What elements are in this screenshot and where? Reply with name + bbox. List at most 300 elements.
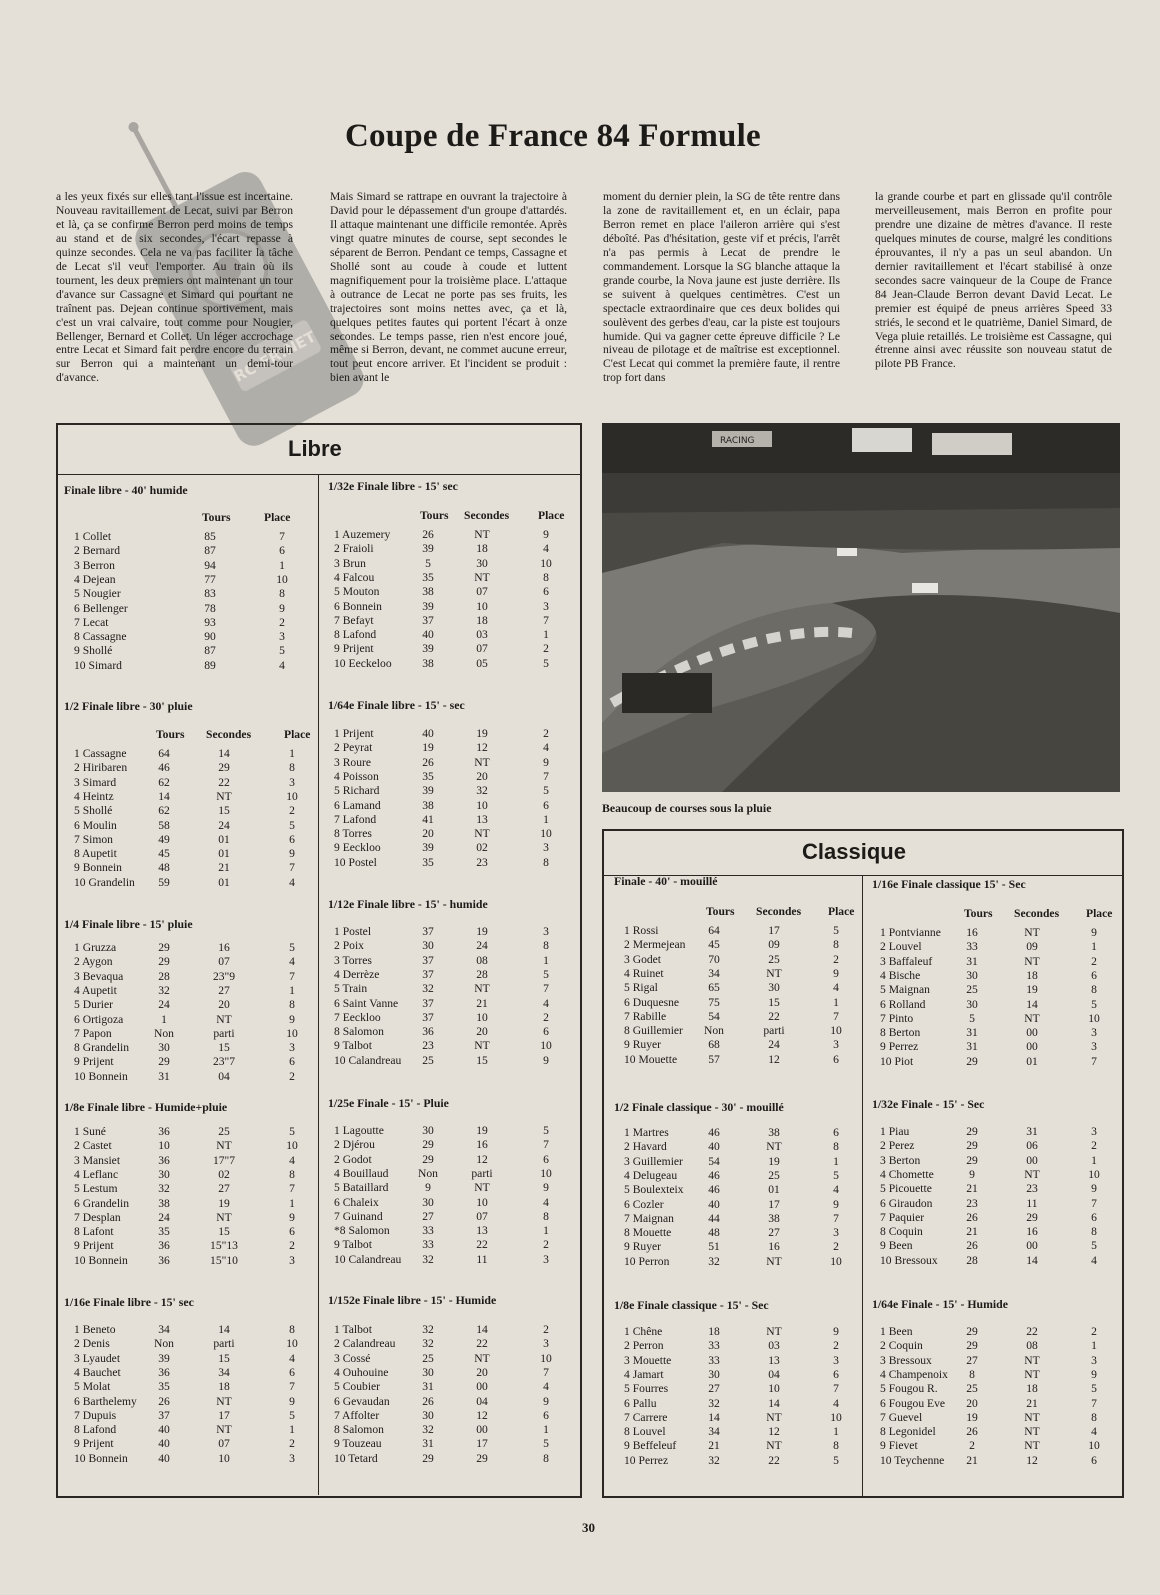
table-title: 1/64e Finale libre - 15' - sec bbox=[328, 698, 465, 712]
article-title: Coupe de France 84 Formule bbox=[345, 118, 761, 154]
result-value: 20 bbox=[476, 769, 488, 783]
result-value: 20 bbox=[476, 1025, 488, 1039]
result-value: 2 bbox=[969, 1439, 975, 1453]
result-value: 32 bbox=[476, 784, 488, 798]
result-value: 00 bbox=[1026, 1153, 1038, 1167]
result-value: 34 bbox=[708, 1425, 720, 1439]
result-value: 26 bbox=[422, 1394, 434, 1408]
result-value: 10 bbox=[1088, 1167, 1100, 1181]
result-value: 26 bbox=[966, 1210, 978, 1224]
result-value: 5 bbox=[279, 644, 285, 658]
result-value: 21 bbox=[966, 1182, 978, 1196]
result-value: 28 bbox=[966, 1253, 978, 1267]
result-value: 31 bbox=[158, 1069, 170, 1083]
result-value: 24 bbox=[476, 939, 488, 953]
result-value: 48 bbox=[708, 1226, 720, 1240]
result-value: 39 bbox=[158, 1351, 170, 1365]
photo-caption: Beaucoup de courses sous la pluie bbox=[602, 801, 772, 815]
result-value: 40 bbox=[158, 1437, 170, 1451]
result-value: 7 bbox=[833, 1211, 839, 1225]
driver-name: 3 Berron bbox=[74, 558, 115, 572]
result-value: 7 bbox=[279, 530, 285, 543]
result-value: 00 bbox=[1026, 1026, 1038, 1040]
result-value: 21 bbox=[708, 1439, 720, 1453]
result-value: 10 bbox=[1088, 1439, 1100, 1453]
driver-name: 10 Grandelin bbox=[74, 875, 135, 889]
driver-name: 1 Pontvianne bbox=[880, 926, 941, 939]
result-value: 07 bbox=[476, 585, 488, 599]
result-value: 12 bbox=[476, 1152, 488, 1166]
driver-name: 1 Chêne bbox=[624, 1325, 663, 1338]
result-value: 36 bbox=[158, 1239, 170, 1253]
result-value: 6 bbox=[1091, 1210, 1097, 1224]
driver-name: *8 Salomon bbox=[334, 1224, 390, 1238]
result-value: 10 bbox=[830, 1254, 842, 1268]
column-header: Secondes bbox=[756, 905, 802, 918]
result-value: 10 bbox=[540, 827, 552, 841]
result-value: 12 bbox=[476, 741, 488, 755]
driver-name: 3 Torres bbox=[334, 953, 372, 967]
result-value: 23 bbox=[476, 855, 488, 869]
result-value: 07 bbox=[476, 1209, 488, 1223]
result-value: NT bbox=[474, 827, 490, 841]
table-title: 1/2 Finale classique - 30' - mouillé bbox=[614, 1100, 784, 1114]
result-value: 5 bbox=[1091, 1239, 1097, 1253]
driver-name: 4 Leflanc bbox=[74, 1167, 119, 1181]
result-value: NT bbox=[1024, 1410, 1040, 1424]
result-value: 3 bbox=[289, 1041, 295, 1055]
result-value: 9 bbox=[425, 1181, 431, 1195]
result-value: 31 bbox=[966, 1040, 978, 1054]
result-value: 13 bbox=[476, 1224, 488, 1238]
table-title: Finale libre - 40' humide bbox=[64, 483, 188, 497]
result-value: 12 bbox=[1026, 1453, 1038, 1467]
result-value: 29 bbox=[158, 955, 170, 969]
driver-name: 8 Lafond bbox=[74, 1423, 117, 1437]
result-value: 23 bbox=[966, 1196, 978, 1210]
classique-column-divider bbox=[862, 875, 863, 1496]
result-value: 5 bbox=[543, 1437, 549, 1451]
result-value: 01 bbox=[1026, 1054, 1038, 1068]
driver-name: 10 Calandreau bbox=[334, 1053, 402, 1067]
column-header: Place bbox=[828, 905, 855, 918]
result-value: 29 bbox=[218, 761, 230, 775]
result-value: 4 bbox=[289, 955, 295, 969]
driver-name: 10 Bonnein bbox=[74, 1253, 128, 1267]
result-value: 4 bbox=[833, 981, 839, 995]
result-value: 19 bbox=[1026, 983, 1038, 997]
driver-name: 10 Perrez bbox=[624, 1453, 669, 1467]
column-header: Place bbox=[538, 509, 565, 522]
result-value: 17 bbox=[218, 1408, 230, 1422]
driver-name: 8 Cassagne bbox=[74, 630, 127, 644]
result-value: NT bbox=[474, 1039, 490, 1053]
result-value: parti bbox=[763, 1024, 785, 1038]
result-value: 35 bbox=[158, 1380, 170, 1394]
driver-name: 4 Derrèze bbox=[334, 967, 380, 981]
driver-name: 2 Peyrat bbox=[334, 741, 373, 755]
driver-name: 1 Postel bbox=[334, 925, 372, 938]
result-value: 17 bbox=[768, 924, 780, 937]
result-value: 10 bbox=[476, 1010, 488, 1024]
driver-name: 9 Bonnein bbox=[74, 861, 122, 875]
result-value: 2 bbox=[1091, 1139, 1097, 1153]
libre-divider bbox=[58, 474, 580, 475]
result-value: 15 bbox=[218, 1351, 230, 1365]
table-title: 1/64e Finale - 15' - Humide bbox=[872, 1297, 1008, 1311]
result-value: 45 bbox=[708, 938, 720, 952]
result-value: NT bbox=[216, 1423, 232, 1437]
result-value: 22 bbox=[1026, 1325, 1038, 1338]
result-value: 9 bbox=[289, 847, 295, 861]
result-value: 13 bbox=[476, 812, 488, 826]
driver-name: 5 Nougier bbox=[74, 587, 121, 601]
result-value: 90 bbox=[204, 630, 216, 644]
result-value: 94 bbox=[204, 558, 216, 572]
result-value: 23"9 bbox=[212, 969, 236, 983]
driver-name: 1 Auzemery bbox=[334, 528, 391, 541]
result-value: 30 bbox=[422, 1408, 434, 1422]
result-value: 21 bbox=[476, 996, 488, 1010]
result-value: 9 bbox=[543, 755, 549, 769]
result-value: NT bbox=[1024, 1367, 1040, 1381]
result-value: 8 bbox=[289, 1323, 295, 1336]
result-value: 17 bbox=[768, 1197, 780, 1211]
driver-name: 4 Chomette bbox=[880, 1167, 934, 1181]
result-value: NT bbox=[216, 1139, 232, 1153]
driver-name: 6 Duquesne bbox=[624, 995, 680, 1009]
result-value: 26 bbox=[422, 528, 434, 541]
result-value: 10 bbox=[286, 789, 298, 803]
result-value: 4 bbox=[289, 1153, 295, 1167]
result-value: 2 bbox=[1091, 954, 1097, 968]
result-value: 25 bbox=[422, 1351, 434, 1365]
result-value: 19 bbox=[768, 1154, 780, 1168]
driver-name: 5 Rigal bbox=[624, 981, 658, 995]
driver-name: 6 Grandelin bbox=[74, 1196, 130, 1210]
result-value: 9 bbox=[543, 1053, 549, 1067]
result-value: NT bbox=[766, 1140, 782, 1154]
column-header: Place bbox=[264, 511, 291, 524]
result-value: 5 bbox=[289, 1125, 295, 1138]
result-value: 7 bbox=[289, 1380, 295, 1394]
driver-name: 8 Salomon bbox=[334, 1025, 384, 1039]
result-value: 36 bbox=[158, 1253, 170, 1267]
result-value: NT bbox=[766, 966, 782, 980]
result-value: 18 bbox=[218, 1380, 230, 1394]
result-value: 7 bbox=[833, 1009, 839, 1023]
table-title: Finale - 40' - mouillé bbox=[614, 874, 718, 888]
result-value: 9 bbox=[543, 528, 549, 541]
result-value: 30 bbox=[708, 1367, 720, 1381]
result-value: 39 bbox=[422, 784, 434, 798]
result-value: 14 bbox=[158, 789, 170, 803]
result-value: 8 bbox=[969, 1367, 975, 1381]
result-value: 12 bbox=[768, 1052, 780, 1066]
result-value: 8 bbox=[289, 761, 295, 775]
result-value: 08 bbox=[476, 953, 488, 967]
result-value: 30 bbox=[768, 981, 780, 995]
driver-name: 7 Dupuis bbox=[74, 1408, 117, 1422]
result-value: 8 bbox=[543, 570, 549, 584]
result-value: 38 bbox=[158, 1196, 170, 1210]
driver-name: 6 Pallu bbox=[624, 1396, 657, 1410]
result-value: 31 bbox=[1026, 1125, 1038, 1138]
result-value: 02 bbox=[476, 841, 488, 855]
result-value: 7 bbox=[543, 1138, 549, 1152]
result-value: 4 bbox=[279, 658, 285, 672]
result-value: 39 bbox=[422, 599, 434, 613]
result-value: 7 bbox=[543, 613, 549, 627]
driver-name: 9 Talbot bbox=[334, 1238, 372, 1252]
table-title: 1/32e Finale - 15' - Sec bbox=[872, 1097, 985, 1111]
result-value: 77 bbox=[204, 572, 216, 586]
result-value: 29 bbox=[966, 1125, 978, 1138]
driver-name: 8 Legonidel bbox=[880, 1425, 936, 1439]
driver-name: 1 Beneto bbox=[74, 1323, 116, 1336]
result-value: 19 bbox=[476, 925, 488, 938]
result-value: 29 bbox=[422, 1152, 434, 1166]
result-value: 54 bbox=[708, 1154, 720, 1168]
result-value: 3 bbox=[543, 1337, 549, 1351]
result-value: 5 bbox=[289, 941, 295, 954]
driver-name: 9 Prijent bbox=[74, 1437, 114, 1451]
result-value: 16 bbox=[966, 926, 978, 939]
result-value: 30 bbox=[158, 1041, 170, 1055]
driver-name: 4 Falcou bbox=[334, 570, 375, 584]
result-value: 25 bbox=[768, 1168, 780, 1182]
result-value: Non bbox=[154, 1026, 174, 1040]
result-value: 37 bbox=[422, 613, 434, 627]
column-header: Secondes bbox=[206, 728, 252, 741]
driver-name: 5 Bataillard bbox=[334, 1181, 389, 1195]
driver-name: 10 Calandreau bbox=[334, 1252, 402, 1266]
result-value: 34 bbox=[158, 1323, 170, 1336]
result-value: 27 bbox=[966, 1353, 978, 1367]
result-value: 29 bbox=[966, 1339, 978, 1353]
result-value: 22 bbox=[476, 1337, 488, 1351]
driver-name: 10 Eeckeloo bbox=[334, 656, 392, 670]
result-value: 4 bbox=[543, 996, 549, 1010]
result-value: 1 bbox=[289, 1196, 295, 1210]
result-value: 00 bbox=[476, 1380, 488, 1394]
result-value: 3 bbox=[1091, 1353, 1097, 1367]
result-value: 24 bbox=[158, 998, 170, 1012]
result-value: 28 bbox=[476, 967, 488, 981]
driver-name: 4 Delugeau bbox=[624, 1168, 678, 1182]
driver-name: 9 Been bbox=[880, 1239, 913, 1253]
result-value: 2 bbox=[289, 1239, 295, 1253]
result-value: 40 bbox=[708, 1140, 720, 1154]
result-value: 1 bbox=[279, 558, 285, 572]
result-value: 10 bbox=[286, 1139, 298, 1153]
result-value: 35 bbox=[422, 570, 434, 584]
result-value: 70 bbox=[708, 952, 720, 966]
result-value: 30 bbox=[422, 1365, 434, 1379]
result-value: 12 bbox=[768, 1425, 780, 1439]
driver-name: 3 Berton bbox=[880, 1153, 921, 1167]
driver-name: 10 Mouette bbox=[624, 1052, 678, 1066]
result-value: 10 bbox=[286, 1026, 298, 1040]
result-value: 4 bbox=[1091, 1425, 1097, 1439]
result-value: 45 bbox=[158, 847, 170, 861]
result-value: 36 bbox=[158, 1153, 170, 1167]
driver-name: 9 Prijent bbox=[74, 1055, 114, 1069]
driver-name: 10 Bonnein bbox=[74, 1451, 128, 1465]
driver-name: 4 Bauchet bbox=[74, 1365, 121, 1379]
result-value: 29 bbox=[966, 1139, 978, 1153]
result-value: 9 bbox=[289, 1210, 295, 1224]
result-value: 41 bbox=[422, 812, 434, 826]
result-value: 2 bbox=[289, 1069, 295, 1083]
result-value: 46 bbox=[708, 1126, 720, 1139]
driver-name: 10 Bressoux bbox=[880, 1253, 938, 1267]
result-value: 62 bbox=[158, 775, 170, 789]
column-header: Tours bbox=[420, 509, 449, 522]
result-value: parti bbox=[213, 1337, 235, 1351]
result-value: 30 bbox=[422, 1124, 434, 1137]
driver-name: 7 Pinto bbox=[880, 1011, 914, 1025]
result-value: 21 bbox=[1026, 1396, 1038, 1410]
result-value: 23"7 bbox=[212, 1055, 236, 1069]
table-title: 1/8e Finale classique - 15' - Sec bbox=[614, 1298, 769, 1312]
driver-name: 1 Been bbox=[880, 1325, 913, 1338]
driver-name: 2 Djérou bbox=[334, 1138, 375, 1152]
driver-name: 2 Coquin bbox=[880, 1339, 923, 1353]
driver-name: 9 Shollé bbox=[74, 644, 113, 658]
result-value: 49 bbox=[158, 832, 170, 846]
result-value: 16 bbox=[476, 1138, 488, 1152]
result-value: 10 bbox=[540, 1351, 552, 1365]
driver-name: 2 Castet bbox=[74, 1139, 112, 1153]
result-value: 8 bbox=[279, 587, 285, 601]
result-value: 25 bbox=[768, 952, 780, 966]
result-value: 4 bbox=[1091, 1253, 1097, 1267]
result-value: 12 bbox=[476, 1408, 488, 1422]
driver-name: 1 Rossi bbox=[624, 924, 659, 937]
result-value: 3 bbox=[1091, 1125, 1097, 1138]
result-value: 59 bbox=[158, 875, 170, 889]
driver-name: 1 Piau bbox=[880, 1125, 910, 1138]
result-value: 24 bbox=[218, 818, 230, 832]
result-value: 30 bbox=[476, 556, 488, 570]
result-value: 8 bbox=[833, 938, 839, 952]
result-value: 3 bbox=[833, 1353, 839, 1367]
result-value: 15"13 bbox=[210, 1239, 238, 1253]
driver-name: 1 Lagoutte bbox=[334, 1124, 384, 1137]
driver-name: 8 Lafont bbox=[74, 1225, 114, 1239]
result-value: 37 bbox=[422, 953, 434, 967]
driver-name: 6 Bellenger bbox=[74, 601, 128, 615]
result-value: NT bbox=[1024, 1167, 1040, 1181]
driver-name: 9 Prijent bbox=[74, 1239, 114, 1253]
result-value: 2 bbox=[833, 1339, 839, 1353]
driver-name: 5 Train bbox=[334, 982, 368, 996]
driver-name: 7 Lecat bbox=[74, 615, 109, 629]
result-value: 20 bbox=[966, 1396, 978, 1410]
result-value: 13 bbox=[768, 1353, 780, 1367]
driver-name: 6 Rolland bbox=[880, 997, 926, 1011]
result-value: 00 bbox=[476, 1423, 488, 1437]
result-value: 26 bbox=[966, 1239, 978, 1253]
driver-name: 5 Shollé bbox=[74, 804, 113, 818]
column-header: Tours bbox=[706, 905, 735, 918]
result-value: 40 bbox=[158, 1423, 170, 1437]
result-value: 2 bbox=[279, 615, 285, 629]
driver-name: 9 Beffeleuf bbox=[624, 1439, 677, 1453]
driver-name: 7 Simon bbox=[74, 832, 113, 846]
result-value: NT bbox=[1024, 1353, 1040, 1367]
result-value: 7 bbox=[543, 1365, 549, 1379]
result-value: NT bbox=[766, 1325, 782, 1338]
result-value: 37 bbox=[158, 1408, 170, 1422]
result-value: 8 bbox=[543, 1209, 549, 1223]
driver-name: 8 Guillemier bbox=[624, 1024, 683, 1038]
track-sign-text: RACING bbox=[720, 436, 755, 446]
driver-name: 2 Havard bbox=[624, 1140, 667, 1154]
column-header: Place bbox=[1086, 907, 1113, 920]
result-value: 35 bbox=[422, 769, 434, 783]
watermark-text: RC-FR.NET bbox=[230, 327, 319, 386]
driver-name: 6 Gevaudan bbox=[334, 1394, 390, 1408]
driver-name: 9 Fievet bbox=[880, 1439, 918, 1453]
result-value: 26 bbox=[966, 1425, 978, 1439]
table-title: 1/12e Finale libre - 15' - humide bbox=[328, 897, 488, 911]
driver-name: 8 Louvel bbox=[624, 1425, 666, 1439]
result-value: parti bbox=[471, 1166, 493, 1180]
result-value: 22 bbox=[768, 1453, 780, 1467]
result-value: 17"7 bbox=[212, 1153, 236, 1167]
result-value: 10 bbox=[540, 1166, 552, 1180]
driver-name: 1 Collet bbox=[74, 530, 112, 543]
result-value: NT bbox=[474, 755, 490, 769]
driver-name: 1 Martres bbox=[624, 1126, 669, 1139]
result-value: 6 bbox=[543, 585, 549, 599]
driver-name: 7 Lafond bbox=[334, 812, 377, 826]
result-value: 14 bbox=[218, 747, 230, 760]
result-value: 18 bbox=[476, 542, 488, 556]
result-value: 22 bbox=[218, 775, 230, 789]
result-value: 32 bbox=[422, 1423, 434, 1437]
result-value: 4 bbox=[543, 1380, 549, 1394]
result-value: 65 bbox=[708, 981, 720, 995]
result-value: 19 bbox=[966, 1410, 978, 1424]
result-value: 24 bbox=[768, 1038, 780, 1052]
result-value: 10 bbox=[830, 1410, 842, 1424]
result-value: 2 bbox=[289, 1437, 295, 1451]
result-value: 9 bbox=[833, 1325, 839, 1338]
result-value: 46 bbox=[708, 1183, 720, 1197]
result-value: 04 bbox=[218, 1069, 230, 1083]
result-value: 09 bbox=[768, 938, 780, 952]
driver-name: 9 Touzeau bbox=[334, 1437, 382, 1451]
result-value: 7 bbox=[543, 982, 549, 996]
article-column-4: la grande courbe et part en glissade qu'il contrôle merveilleusement, mais Berron en profite pour prendre une dizaine de mètres d'avance. Il reste quelques minutes de course, malgré les conditions éprouvantes, il n'y a pas un seul abandon. Un dernier ravitaillement et l'écart stabilisé à onze secondes sacre vainqueur de la Coupe de France 84 Jean-Claude Berron devant David Lecat. Le premier est équipé de pneus arrières Speed 33 striés, le second et le quatrième, Daniel Simard, de Vega pluie retaillés. Le troisième est Cassagne, qui étrenne ainsi avec réussite son nouveau statut de pilote PB France. bbox=[875, 190, 1112, 371]
result-value: 6 bbox=[289, 1365, 295, 1379]
result-value: 1 bbox=[289, 1423, 295, 1437]
driver-name: 10 Simard bbox=[74, 658, 122, 672]
table-title: 1/152e Finale libre - 15' - Humide bbox=[328, 1293, 497, 1307]
result-value: 15 bbox=[768, 995, 780, 1009]
result-value: 29 bbox=[422, 1138, 434, 1152]
driver-name: 9 Talbot bbox=[334, 1039, 372, 1053]
result-value: 4 bbox=[833, 1396, 839, 1410]
table-title: 1/16e Finale classique 15' - Sec bbox=[872, 877, 1026, 891]
result-value: 6 bbox=[833, 1367, 839, 1381]
driver-name: 4 Ruinet bbox=[624, 966, 664, 980]
result-value: 25 bbox=[422, 1053, 434, 1067]
article-column-2: Mais Simard se rattrape en ouvrant la trajectoire à David pour le dépassement d'un groupe d'attardés. Il attaque maintenant une difficile remontée. Après vingt quatre minutes de course, sept secondes le séparent de Berron. Pendant ce temps, Cassagne et Shollé sont au coude à coude et luttent magnifiquement pour la troisième place. L'attaque à outrance de Lecat ne porte pas ses fruits, les trajectoires sont moins nettes avec, ça et là, quelques petites fautes qui portent l'écart à onze secondes. Le temps passe, rien n'est encore joué, même si Berron, devant, ne commet aucune erreur, tout peut encore arriver. Et l'incident se produit : bien avant le bbox=[330, 190, 567, 385]
